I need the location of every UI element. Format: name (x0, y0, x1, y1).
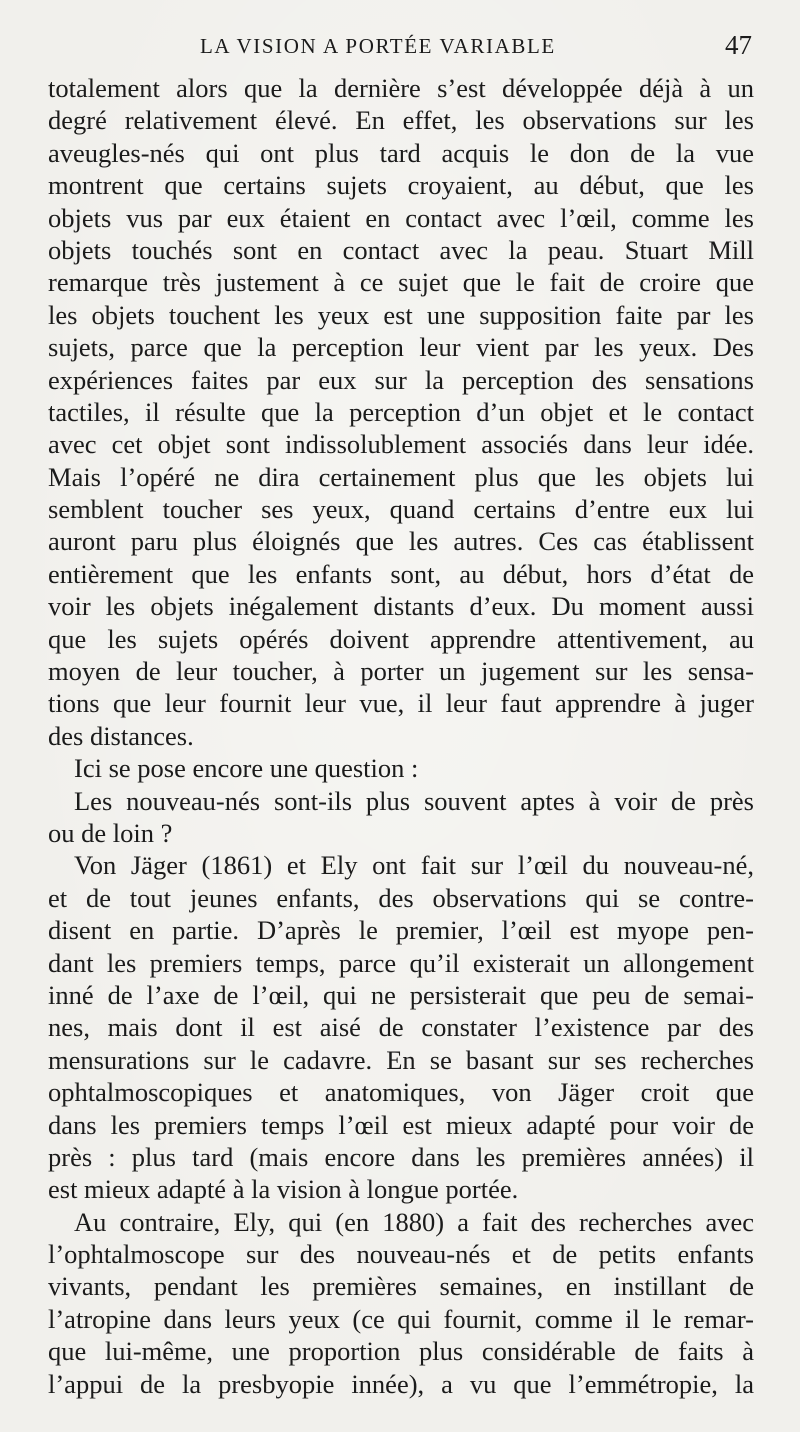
text-line: avec cet objet sont indissolublement associés dans leur idée. (48, 429, 754, 460)
text-line: entièrement que les enfants sont, au début, hors d’état de (48, 558, 754, 589)
text-line: les objets touchent les yeux est une supposition faite par les (48, 299, 754, 330)
text-line: l’ophtalmoscope sur des nouveau-nés et de petits enfants (48, 1239, 754, 1270)
text-line: dant les premiers temps, parce qu’il existerait un allongement (48, 947, 754, 978)
text-line: inné de l’axe de l’œil, qui ne persisterait que peu de semai- (48, 979, 754, 1010)
text-line: ou de loin ? (48, 817, 173, 848)
text-line: Ici se pose encore une question : (74, 753, 419, 784)
text-line: nes, mais dont il est aisé de constater l’existence par des (48, 1012, 754, 1043)
body-text (48, 72, 754, 1400)
text-line: voir les objets inégalement distants d’eux. Du moment aussi (48, 591, 754, 622)
text-line: objets vus par eux étaient en contact avec l’œil, comme les (48, 202, 754, 233)
text-line: montrent que certains sujets croyaient, au début, que les (48, 170, 754, 201)
text-line: Von Jäger (1861) et Ely ont fait sur l’œil du nouveau-né, (74, 850, 754, 881)
text-line: est mieux adapté à la vision à longue portée. (48, 1174, 519, 1205)
text-line: Au contraire, Ely, qui (en 1880) a fait des recherches avec (74, 1206, 754, 1237)
text-line: aveugles-nés qui ont plus tard acquis le don de la vue (48, 137, 754, 168)
text-line: tions que leur fournit leur vue, il leur faut apprendre à juger (48, 688, 754, 719)
text-line: des distances. (48, 720, 194, 751)
page-number: 47 (725, 30, 752, 60)
text-line: sujets, parce que la perception leur vient par les yeux. Des (48, 332, 754, 363)
running-title: LA VISION A PORTÉE VARIABLE (200, 34, 556, 58)
text-line: vivants, pendant les premières semaines, en instillant de (48, 1271, 754, 1302)
text-line: l’atropine dans leurs yeux (ce qui fournit, comme il le remar- (48, 1303, 754, 1334)
text-line: moyen de leur toucher, à porter un jugement sur les sensa- (48, 656, 754, 687)
text-line: objets touchés sont en contact avec la peau. Stuart Mill (48, 234, 754, 265)
text-line: Les nouveau-nés sont-ils plus souvent aptes à voir de près (74, 785, 754, 816)
text-line: disent en partie. D’après le premier, l’œil est myope pen- (48, 915, 754, 946)
text-line: près : plus tard (mais encore dans les premières années) il (48, 1141, 754, 1172)
text-line: expériences faites par eux sur la perception des sensations (48, 364, 754, 395)
text-line: ophtalmoscopiques et anatomiques, von Jäger croit que (48, 1077, 754, 1108)
text-line: semblent toucher ses yeux, quand certains d’entre eux lui (48, 494, 754, 525)
text-line: mensurations sur le cadavre. En se basant sur ses recherches (48, 1044, 754, 1075)
text-line: remarque très justement à ce sujet que le fait de croire que (48, 267, 754, 298)
text-line: tactiles, il résulte que la perception d’un objet et le contact (48, 396, 754, 427)
text-line: Mais l’opéré ne dira certainement plus que les objets lui (48, 461, 754, 492)
text-line: degré relativement élevé. En effet, les observations sur les (48, 105, 754, 136)
text-line: que les sujets opérés doivent apprendre attentivement, au (48, 623, 754, 654)
text-line: totalement alors que la dernière s’est développée déjà à un (48, 73, 754, 103)
text-line: auront paru plus éloignés que les autres. Ces cas établissent (48, 526, 754, 557)
text-line: dans les premiers temps l’œil est mieux adapté pour voir de (48, 1109, 754, 1140)
text-line: que lui-même, une proportion plus considérable de faits à (48, 1336, 754, 1367)
text-line: et de tout jeunes enfants, des observations qui se contre- (48, 882, 754, 913)
text-line: l’appui de la presbyopie innée), a vu que l’emmétropie, la (48, 1368, 754, 1399)
